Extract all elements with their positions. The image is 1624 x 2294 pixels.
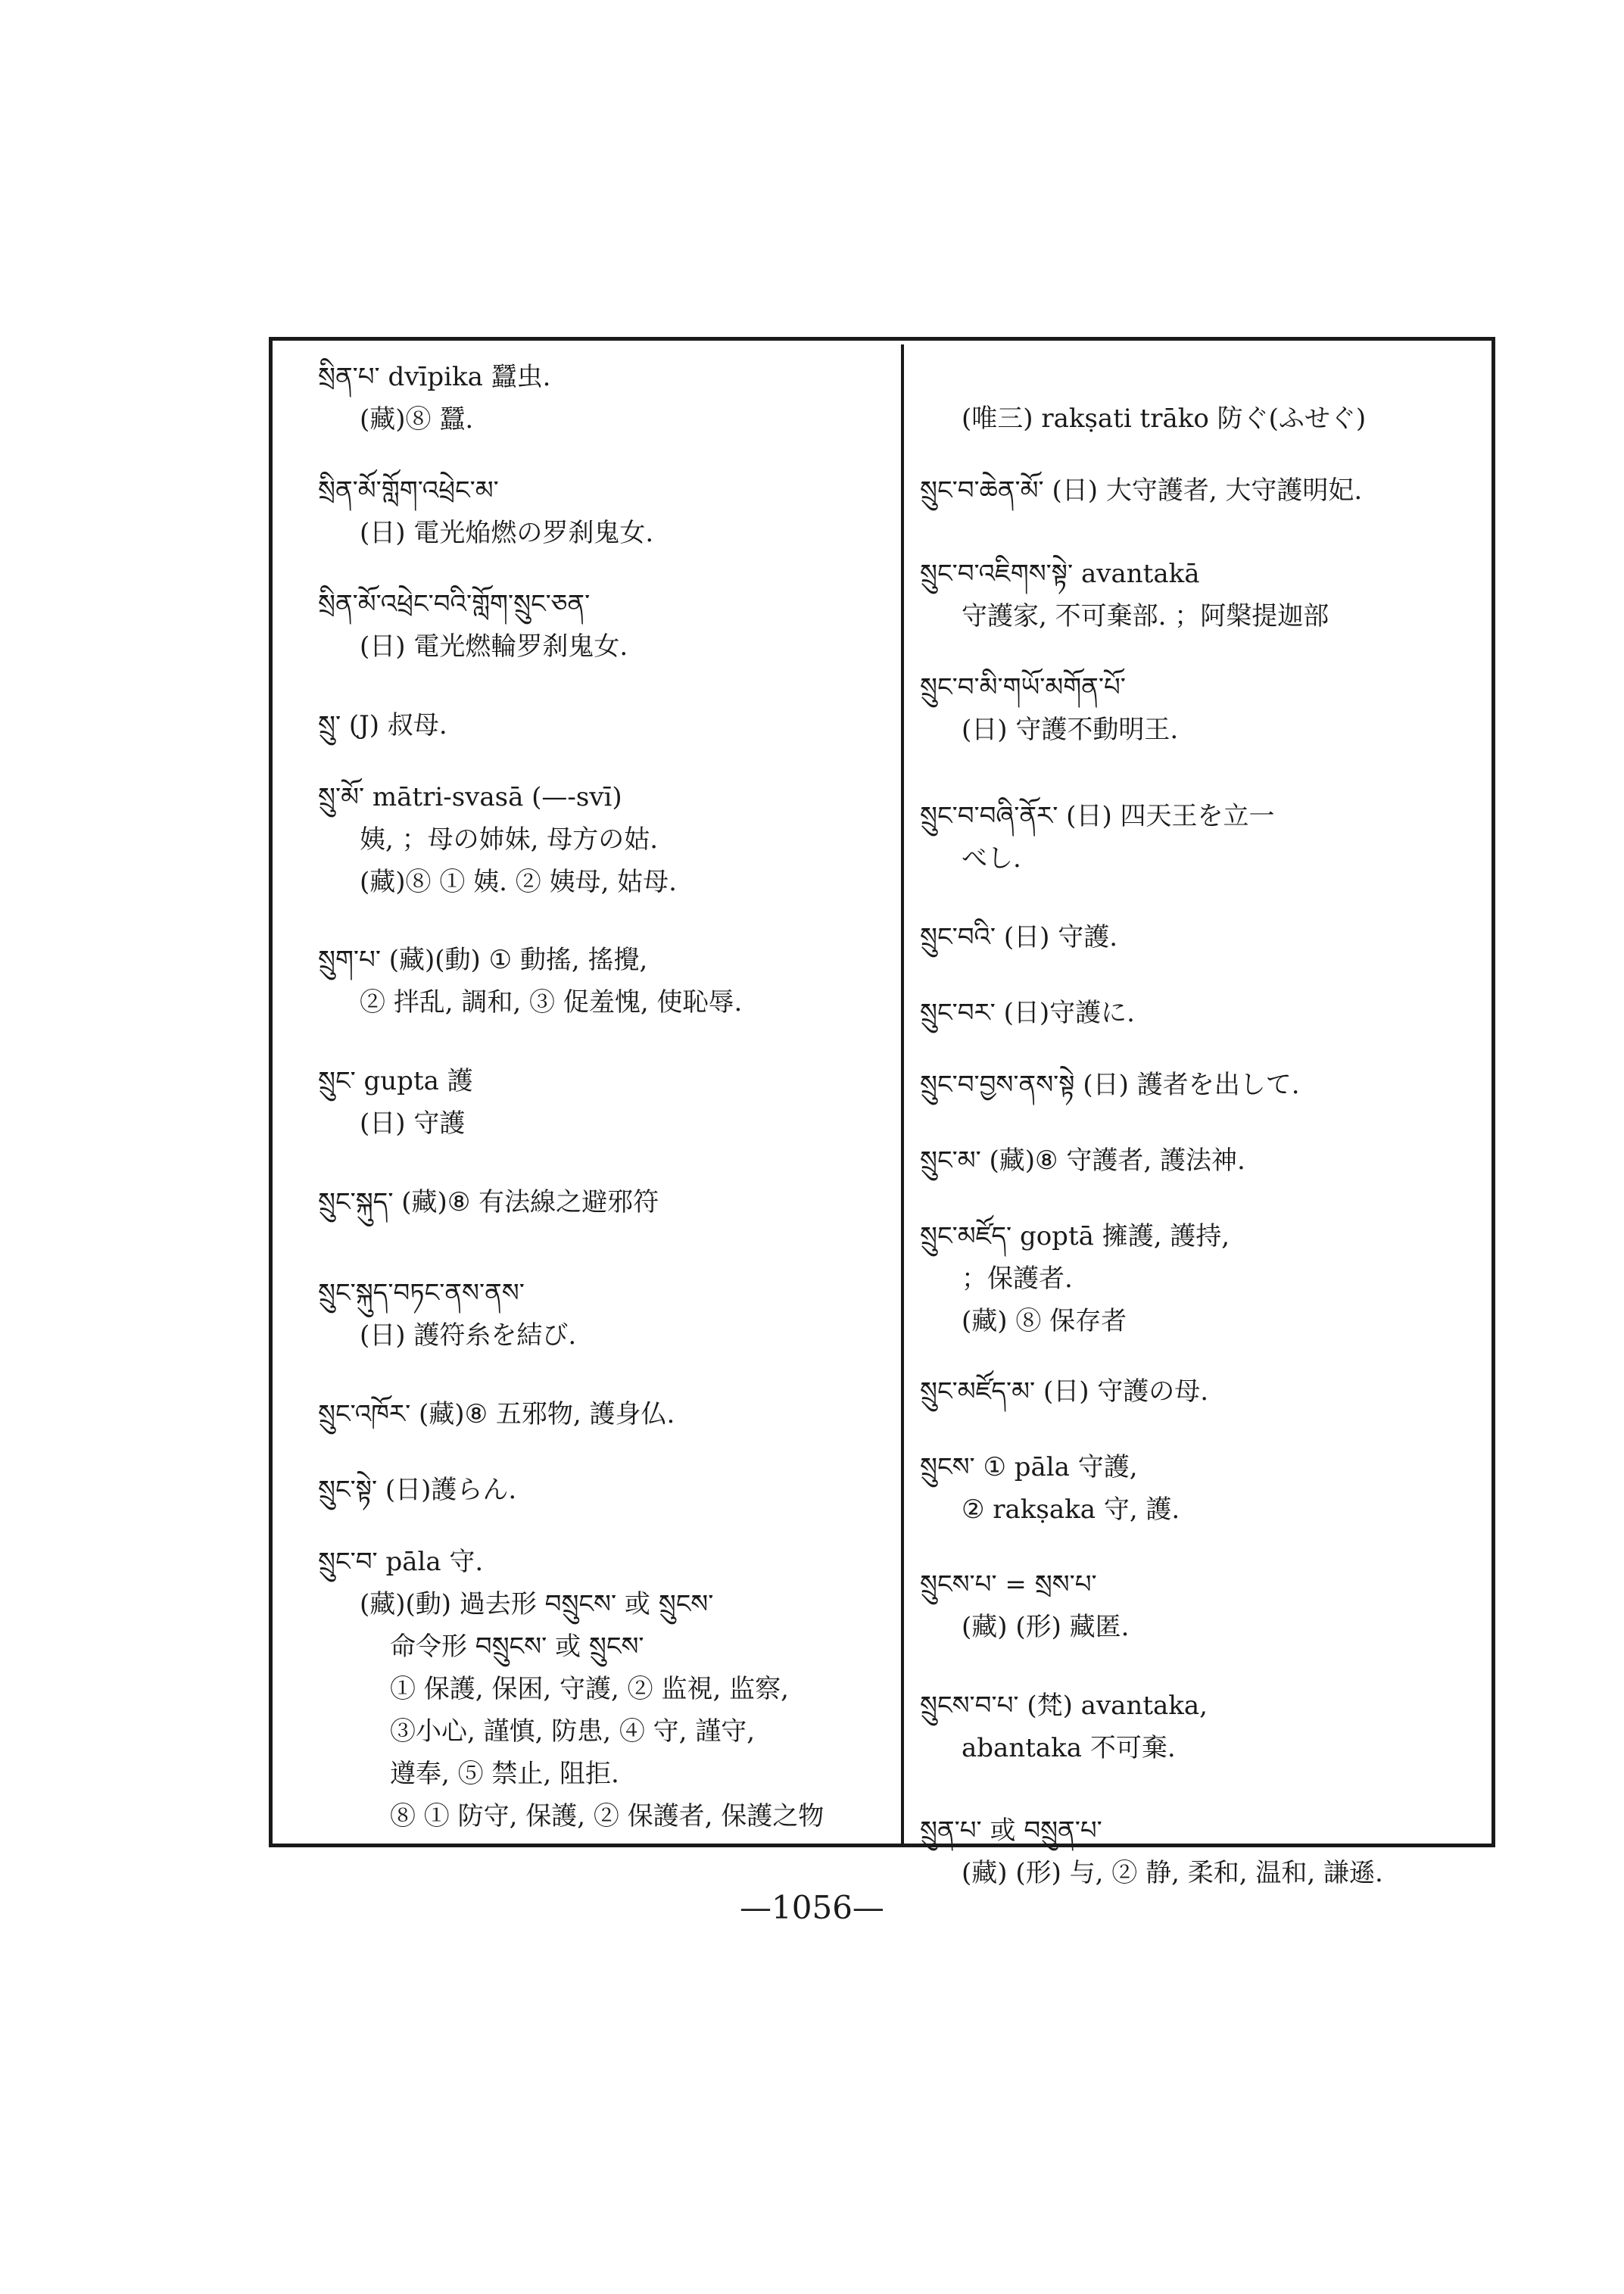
column-divider bbox=[901, 344, 904, 1844]
entry-definition-line: 遵奉, ⑤ 禁止, 阻拒. bbox=[390, 1759, 619, 1789]
dictionary-entry bbox=[318, 356, 550, 441]
entry-definition-line: ② 拌乱, 調和, ③ 促羞愧, 使恥辱. bbox=[360, 987, 743, 1018]
entry-headword-line: སྲུངས་བ་པ་ (梵) avantaka, bbox=[920, 1691, 1208, 1721]
entry-definition-line: (日) 守護不動明王. bbox=[962, 715, 1179, 745]
entry-headword-line: སྲུང་སྐུད་ (藏)⑧ 有法線之避邪符 bbox=[318, 1187, 659, 1217]
entry-headword-line: སྲུང་མ་ (藏)⑧ 守護者, 護法神. bbox=[920, 1145, 1245, 1176]
dictionary-entry bbox=[920, 397, 1366, 440]
dictionary-entry bbox=[318, 1541, 824, 1837]
entry-headword-line: སྲུང་ gupta 護 bbox=[318, 1066, 473, 1096]
entry-headword-line: སྲུང་འཁོར་ (藏)⑧ 五邪物, 護身仏. bbox=[318, 1399, 675, 1429]
entry-definition-line: abantaka 不可棄. bbox=[962, 1733, 1176, 1763]
entry-definition-line: (藏)⑧ 蠶. bbox=[360, 404, 474, 435]
entry-headword-line: སྲུ་ (J) 叔母. bbox=[318, 710, 447, 740]
dictionary-entry bbox=[920, 1446, 1180, 1531]
dictionary-entry bbox=[318, 583, 628, 668]
entry-headword-line: སྲུང་བ་ཆེན་མོ་ (日) 大守護者, 大守護明妃. bbox=[920, 475, 1363, 506]
entry-headword-line: སྲིན་མོ་གློག་འཕྲེང་མ་ bbox=[318, 475, 499, 506]
entry-headword-line: སྲུང་བ་འཇིགས་སྟེ་ avantakā bbox=[920, 559, 1200, 589]
entry-definition-line: (藏)⑧ ① 姨. ② 姨母, 姑母. bbox=[360, 867, 677, 897]
dictionary-entry bbox=[920, 1809, 1383, 1894]
dictionary-entry bbox=[920, 1370, 1208, 1413]
entry-definition-line: ；保護者. bbox=[962, 1264, 1073, 1294]
entry-headword-line: སྲིན་པ་ dvīpika 蠶虫. bbox=[318, 362, 551, 392]
entry-definition-line: 姨, ；母の姉妹, 母方の姑. bbox=[360, 824, 659, 855]
entry-definition-line: (日) 護符糸を結び. bbox=[360, 1320, 577, 1351]
dictionary-entry bbox=[920, 666, 1178, 751]
dictionary-entry bbox=[318, 1060, 473, 1145]
entry-headword-line: སྲུང་བ་བཞི་ནོར་ (日) 四天王を立一 bbox=[920, 801, 1275, 831]
entry-definition-line: ② rakṣaka 守, 護. bbox=[962, 1495, 1180, 1525]
entry-definition-line: (日) 電光焔燃の罗刹鬼女. bbox=[360, 518, 654, 548]
entry-headword-line: སྲུང་མཛོད་ goptā 擁護, 護持, bbox=[920, 1221, 1230, 1251]
entry-definition-line: ⑧ ① 防守, 保護, ② 保護者, 保護之物 bbox=[390, 1801, 824, 1831]
entry-headword-line: སྲུང་སྟེ་ (日)護らん. bbox=[318, 1475, 517, 1505]
entry-headword-line: སྲུང་བ་བྱས་ནས་སྟེ (日) 護者を出して. bbox=[920, 1070, 1300, 1100]
dictionary-entry bbox=[920, 795, 1275, 880]
entry-headword-line: སྲུང་སྐུད་བཏང་ནས་ནས་ bbox=[318, 1278, 525, 1308]
entry-definition-line: (藏) (形) 与, ② 静, 柔和, 温和, 謙遜. bbox=[962, 1858, 1383, 1888]
entry-headword-line: སྲིན་མོ་འཕྲེང་བའི་གློག་སྲུང་ཅན་ bbox=[318, 589, 591, 619]
dictionary-entry bbox=[920, 553, 1329, 637]
entry-definition-line: (藏)(動) 過去形 བསྲུངས་ 或 སྲུངས་ bbox=[360, 1589, 714, 1619]
dictionary-entry bbox=[920, 1215, 1230, 1342]
entry-headword-line: སྲུང་བར་ (日)守護に. bbox=[920, 998, 1135, 1028]
dictionary-entry bbox=[920, 469, 1362, 512]
entry-definition-line: ③小心, 謹慎, 防患, ④ 守, 謹守, bbox=[390, 1716, 756, 1747]
entry-headword-line: (唯三) rakṣati trāko 防ぐ(ふせぐ) bbox=[962, 404, 1367, 434]
dictionary-entry bbox=[318, 704, 447, 746]
entry-definition-line: べし. bbox=[962, 843, 1021, 874]
entry-headword-line: སྲུན་པ་ 或 བསྲུན་པ་ bbox=[920, 1816, 1102, 1846]
entry-definition-line: (藏) ⑧ 保存者 bbox=[962, 1306, 1127, 1336]
entry-headword-line: སྲུང་བ་མི་གཡོ་མགོན་པོ་ bbox=[920, 672, 1126, 703]
dictionary-entry bbox=[318, 1272, 576, 1357]
dictionary-entry bbox=[920, 1563, 1129, 1648]
entry-definition-line: 守護家, 不可棄部. ；阿槃提迦部 bbox=[962, 601, 1329, 631]
dictionary-entry bbox=[318, 939, 742, 1024]
entry-definition-line: ① 保護, 保困, 守護, ② 监視, 监察, bbox=[390, 1674, 789, 1704]
dictionary-entry bbox=[318, 776, 677, 903]
entry-headword-line: སྲུང་བའི་ (日) 守護. bbox=[920, 922, 1118, 952]
dictionary-entry bbox=[318, 1469, 516, 1511]
entry-headword-line: སྲུངས་ ① pāla 守護, bbox=[920, 1452, 1138, 1482]
entry-headword-line: སྲུ་མོ་ mātri-svasā (—-svī) bbox=[318, 782, 622, 812]
dictionary-entry bbox=[318, 1393, 675, 1435]
dictionary-entry bbox=[920, 1064, 1300, 1106]
entry-definition-line: (日) 守護 bbox=[360, 1108, 466, 1139]
dictionary-entry bbox=[318, 1181, 659, 1223]
page-number: —1056— bbox=[740, 1889, 884, 1926]
dictionary-entry bbox=[318, 469, 653, 554]
dictionary-entry bbox=[920, 1139, 1245, 1182]
entry-headword-line: སྲུངས་པ་ = སྲས་པ་ bbox=[920, 1569, 1097, 1600]
dictionary-entry bbox=[920, 916, 1117, 958]
entry-headword-line: སྲུང་མཛོད་མ་ (日) 守護の母. bbox=[920, 1376, 1209, 1407]
dictionary-entry bbox=[920, 992, 1135, 1034]
entry-headword-line: སྲུང་བ་ pāla 守. bbox=[318, 1547, 484, 1577]
entry-definition-line: (日) 電光燃輪罗刹鬼女. bbox=[360, 631, 628, 662]
entry-definition-line: (藏) (形) 藏匿. bbox=[962, 1612, 1130, 1642]
entry-headword-line: སྲུག་པ་ (藏)(動) ① 動搖, 搖攪, bbox=[318, 945, 648, 975]
entry-definition-line: 命令形 བསྲུངས་ 或 སྲུངས་ bbox=[390, 1632, 644, 1662]
dictionary-entry bbox=[920, 1685, 1208, 1769]
